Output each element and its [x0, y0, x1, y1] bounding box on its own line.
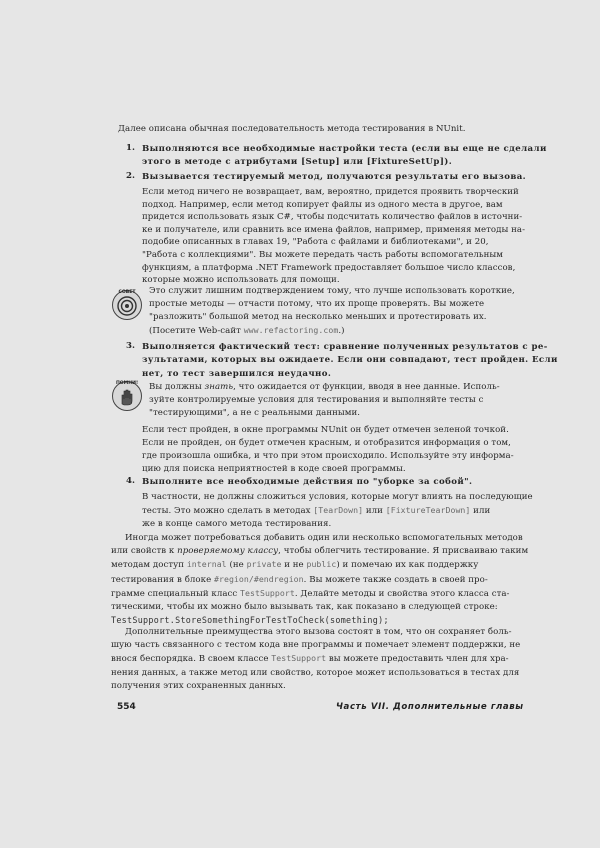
paragraph-1-line — [111, 558, 528, 572]
target-icon — [113, 291, 141, 319]
step-1-number: 1. — [126, 143, 135, 153]
step-2-body-line: подобие описанных в главах 19, "Работа с файлами и библиотеками", и 20, — [142, 237, 489, 248]
step-4-body-line — [142, 504, 533, 518]
remember-line-text: Вы должны — [149, 382, 205, 392]
paragraph-1-text: тестирования в блоке — [111, 574, 214, 585]
step-2-number: 2. — [126, 171, 135, 181]
code-internal: internal — [186, 559, 227, 570]
paragraph-1-text: или свойств к — [111, 546, 178, 557]
paragraph-2-text: внося беспорядка. В своем классе — [111, 654, 272, 665]
step-2-title: Вызывается тестируемый метод, получаются результаты его вызова. — [142, 172, 527, 182]
tip-icon-label: СОВЕТ — [118, 290, 136, 295]
paragraph-2-line: Дополнительные преимущества этого вызова состоят в том, что он сохраняет боль- — [125, 627, 512, 637]
step-3-title-line: Выполняется фактический тест: сравнение полученных результатов с ре- — [142, 342, 548, 352]
code-testsupport: TestSupport — [271, 653, 327, 664]
paragraph-2-line: нения данных, а также метод или свойство, которое может использоваться в тестах для — [111, 667, 520, 678]
code-line: TestSupport.StoreSomethingForTestToCheck(something); — [111, 615, 389, 626]
step-3-body-line: Если не пройден, он будет отмечен красным, и отобразится информация о том, — [142, 438, 511, 448]
remember-line: "тестирующими", а не с реальными данными. — [149, 408, 361, 418]
tip-line — [149, 324, 515, 338]
code-public: public — [306, 559, 337, 570]
step-4-body-line: же в конце самого метода тестирования. — [142, 519, 332, 529]
paragraph-2-text: вы можете предоставить член для хра- — [326, 654, 509, 665]
paragraph-1-line — [111, 573, 528, 587]
paragraph-2-line — [111, 652, 520, 666]
step-2-body-line: "Работа с коллекциями". Вы можете передать часть работы вспомогательным — [142, 249, 503, 260]
tip-line-text: .) — [338, 326, 345, 336]
step-4-body-text: или — [470, 506, 491, 516]
paragraph-2 — [111, 626, 520, 693]
step-1-title-line-2: этого в методе с атрибутами [Setup] или [FixtureSetUp]). — [142, 157, 453, 168]
step-4-body-text: или — [363, 506, 386, 516]
tip-line-text: (Посетите Web-сайт — [149, 326, 244, 336]
remember-icon — [112, 381, 142, 411]
code-fixture-teardown: [FixtureTearDown] — [385, 505, 471, 515]
tip-icon — [112, 290, 142, 320]
step-3-body-line: Если тест пройден, в окне программы NUnit он будет отмечен зеленой точкой. — [142, 425, 509, 435]
paragraph-1-text: ) и помечаю их как поддержку — [336, 560, 479, 571]
paragraph-1-line — [111, 587, 528, 601]
step-3-title — [142, 341, 558, 381]
tip-line: Это служит лишним подтверждением тому, что лучше использовать короткие, — [149, 286, 515, 296]
step-2-body-line: подход. Например, если метод копирует файлы из одного места в другое, вам — [142, 199, 503, 210]
page-number: 554 — [117, 702, 136, 712]
paragraph-1-text: и не — [281, 560, 307, 571]
step-3-title-line: зультатами, которых вы ожидаете. Если они совпадают, тест пройден. Если — [142, 355, 558, 366]
intro-text: Далее описана обычная последовательность метода тестирования в NUnit. — [118, 124, 466, 134]
step-2-body — [142, 186, 525, 287]
step-3-body — [142, 424, 514, 476]
hand-icon — [113, 382, 141, 410]
step-2-body-line: Если метод ничего не возвращает, вам, вероятно, придется проявить творческий — [142, 187, 519, 197]
step-2-body-line: функциям, а платформа .NET Framework предоставляет большое число классов, — [142, 262, 516, 273]
tip-line: "разложить" большой метод на несколько меньших и протестировать их. — [149, 312, 487, 322]
remember-icon-label: ПОМНИ! — [115, 381, 139, 386]
section-title: Часть VII. Дополнительные главы — [336, 702, 524, 712]
step-2-body-line: ке и получателе, или сравнить все имена файлов, например, применяя методы на- — [142, 224, 526, 235]
step-1-title-line-1: Выполняются все необходимые настройки теста (если вы еще не сделали — [142, 144, 547, 154]
step-4-number: 4. — [126, 476, 135, 486]
step-4-body — [142, 491, 533, 531]
remember-line-text: , что ожидается от функции, вводя в нее данные. Исполь- — [233, 382, 500, 392]
paragraph-2-line: шую часть связанного с тестом кода вне программы и помечает элемент поддержки, не — [111, 640, 521, 651]
code-testsupport: TestSupport — [240, 587, 295, 598]
code-region: #region/#endregion — [214, 573, 304, 584]
step-4-body-text: тесты. Это можно сделать в методах — [142, 506, 314, 516]
paragraph-1-text: . Делайте методы и свойства этого класса ста- — [294, 588, 510, 599]
step-3-number: 3. — [126, 341, 135, 351]
step-3-body-line: цию для поиска неприятностей в коде своей программы. — [142, 464, 406, 474]
paragraph-1-text: . Вы можете также создать в своей про- — [303, 574, 488, 585]
code-private: private — [246, 559, 282, 570]
paragraph-1-line: тическими, чтобы их можно было вызывать так, как показано в следующей строке: — [111, 602, 498, 613]
step-4-body-line: В частности, не должны сложиться условия, которые могут влиять на последующие — [142, 492, 533, 502]
paragraph-1-emphasis: проверяемому классу — [177, 546, 279, 557]
paragraph-1-text: (не — [226, 560, 247, 571]
paragraph-2-line: получения этих сохраненных данных. — [111, 680, 286, 691]
paragraph-1 — [111, 532, 528, 627]
remember-line — [149, 381, 500, 394]
paragraph-1-text: методам доступ — [111, 560, 187, 571]
step-3-title-line: нет, то тест завершился неудачно. — [142, 368, 332, 379]
paragraph-1-text: грамме специальный класс — [111, 588, 241, 599]
paragraph-1-text: , чтобы облегчить тестирование. Я присваиваю таким — [278, 546, 529, 557]
step-3-body-line: где произошла ошибка, и что при этом происходило. Используйте эту информа- — [142, 451, 514, 461]
tip-text — [149, 285, 515, 338]
paragraph-1-line: Иногда может потребоваться добавить один или несколько вспомогательных методов — [125, 533, 523, 543]
code-teardown: [TearDown] — [313, 505, 364, 515]
paragraph-1-line — [111, 545, 528, 558]
remember-line: зуйте контролируемые условия для тестирования и выполняйте тесты с — [149, 395, 484, 405]
step-2-body-line: которые можно использовать для помощи. — [142, 275, 340, 286]
step-1-title — [142, 143, 547, 170]
step-2-body-line: придется использовать язык C#, чтобы подсчитать количество файлов в источни- — [142, 212, 523, 223]
tip-line: простые методы — отчасти потому, что их проще проверять. Вы можете — [149, 299, 485, 309]
step-4-title: Выполните все необходимые действия по "уборке за собой". — [142, 477, 473, 487]
tip-url: www.refactoring.com — [243, 325, 339, 335]
remember-text — [149, 381, 500, 420]
remember-emphasis: знать — [204, 382, 234, 392]
